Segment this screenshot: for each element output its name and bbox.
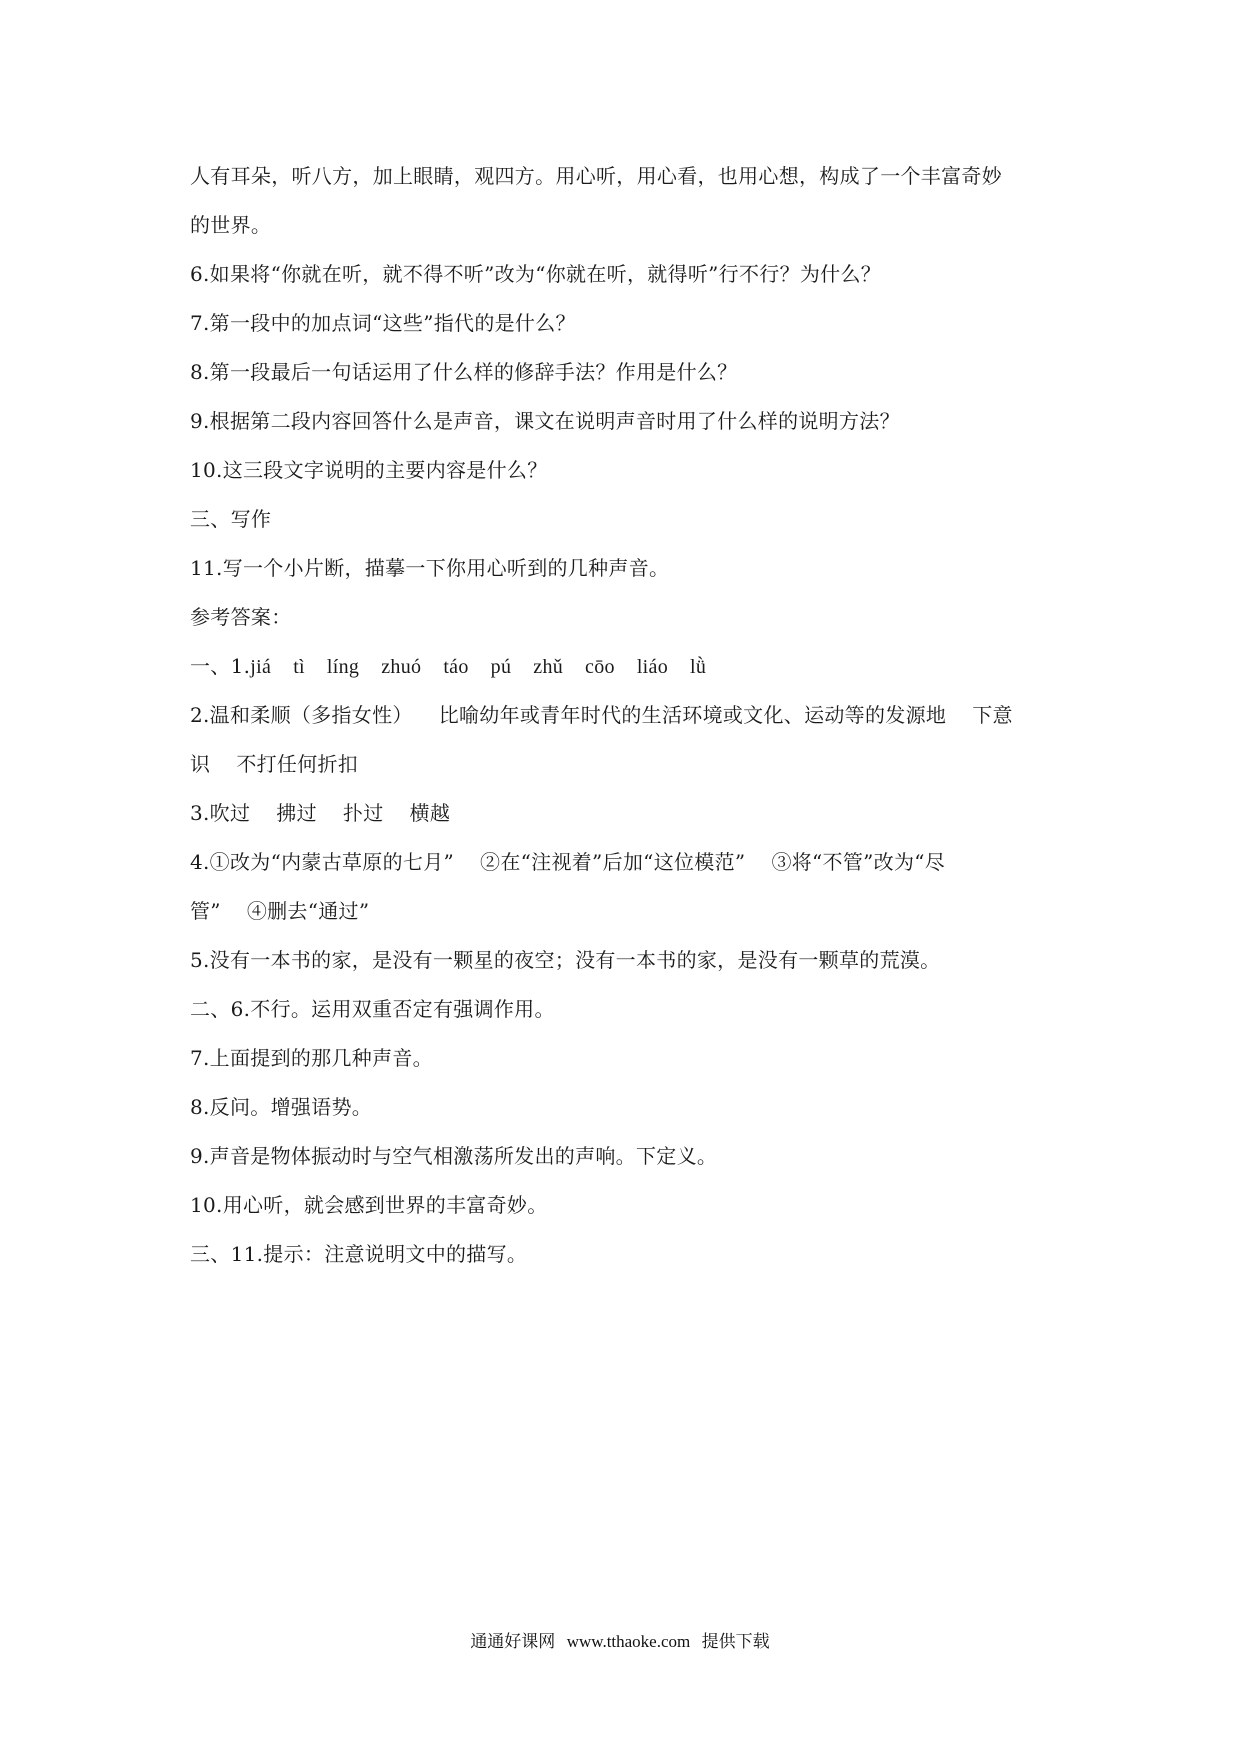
document-body xyxy=(190,152,1060,1279)
pinyin-item: líng xyxy=(326,656,360,678)
footer-suffix: 提供下载 xyxy=(701,1632,770,1652)
answer-11: 三、11.提示：注意说明文中的描写。 xyxy=(190,1242,528,1266)
pinyin-item: lǜ xyxy=(690,656,707,678)
question-6: 6.如果将“你就在听，就不得不听”改为“你就在听，就得听”行不行？为什么？ xyxy=(190,262,882,286)
answer-3-part: 扑过 xyxy=(342,801,384,825)
answer-2 xyxy=(190,691,1060,740)
pinyin-item: jiá xyxy=(250,656,272,678)
answer-2-part: 不打任何折扣 xyxy=(236,752,359,776)
answer-3-part: 拂过 xyxy=(276,801,317,825)
answer-7: 7.上面提到的那几种声音。 xyxy=(190,1046,433,1070)
answer-1-pinyin xyxy=(190,642,1060,691)
answer-1-prefix: 一、1. xyxy=(190,654,251,678)
answer-5: 5.没有一本书的家，是没有一颗星的夜空；没有一本书的家，是没有一颗草的荒漠。 xyxy=(190,948,941,972)
pinyin-item: táo xyxy=(443,656,469,678)
answers-heading: 参考答案： xyxy=(190,605,292,629)
answer-4-part: 4.①改为“内蒙古草原的七月” xyxy=(190,850,455,874)
answer-2-part: 下意 xyxy=(972,703,1013,727)
answer-4-part: ②在“注视着”后加“这位模范” xyxy=(480,850,746,874)
answer-4 xyxy=(190,838,1060,887)
footer-site-name: 通通好课网 xyxy=(470,1632,556,1652)
pinyin-item: liáo xyxy=(636,656,669,678)
text-line-2: 的世界。 xyxy=(190,213,272,237)
question-11: 11.写一个小片断，描摹一下你用心听到的几种声音。 xyxy=(190,556,670,580)
question-9: 9.根据第二段内容回答什么是声音，课文在说明声音时用了什么样的说明方法？ xyxy=(190,409,900,433)
answer-3-part: 横越 xyxy=(409,801,451,825)
question-8: 8.第一段最后一句话运用了什么样的修辞手法？作用是什么？ xyxy=(190,360,738,384)
answer-2-part: 2.温和柔顺（多指女性） xyxy=(190,703,413,727)
answer-3-part: 3.吹过 xyxy=(190,801,251,825)
pinyin-item: pú xyxy=(490,656,512,678)
footer-url[interactable]: www.tthaoke.com xyxy=(566,1632,691,1651)
answer-10: 10.用心听，就会感到世界的丰富奇妙。 xyxy=(190,1193,548,1217)
pinyin-item: tì xyxy=(293,656,305,678)
answer-2-continued xyxy=(190,740,1060,789)
answer-2-part: 识 xyxy=(190,752,211,776)
pinyin-item: zhǔ xyxy=(533,656,564,678)
answer-3 xyxy=(190,789,1060,838)
answer-6: 二、6.不行。运用双重否定有强调作用。 xyxy=(190,997,555,1021)
pinyin-item: zhuó xyxy=(381,656,422,678)
pinyin-item: cōo xyxy=(585,656,615,678)
page-footer xyxy=(0,1627,1240,1652)
answer-2-part: 比喻幼年或青年时代的生活环境或文化、运动等的发源地 xyxy=(438,703,947,727)
section-heading-writing: 三、写作 xyxy=(190,507,272,531)
answer-9: 9.声音是物体振动时与空气相激荡所发出的声响。下定义。 xyxy=(190,1144,718,1168)
question-10: 10.这三段文字说明的主要内容是什么？ xyxy=(190,458,548,482)
answer-4-part: ④删去“通过” xyxy=(246,899,370,923)
answer-4-part: ③将“不管”改为“尽 xyxy=(771,850,946,874)
text-line-1: 人有耳朵，听八方，加上眼睛，观四方。用心听，用心看，也用心想，构成了一个丰富奇妙 xyxy=(190,164,1002,188)
answer-8: 8.反问。增强语势。 xyxy=(190,1095,373,1119)
question-7: 7.第一段中的加点词“这些”指代的是什么？ xyxy=(190,311,576,335)
answer-4-continued xyxy=(190,887,1060,936)
answer-4-part: 管” xyxy=(190,899,221,923)
